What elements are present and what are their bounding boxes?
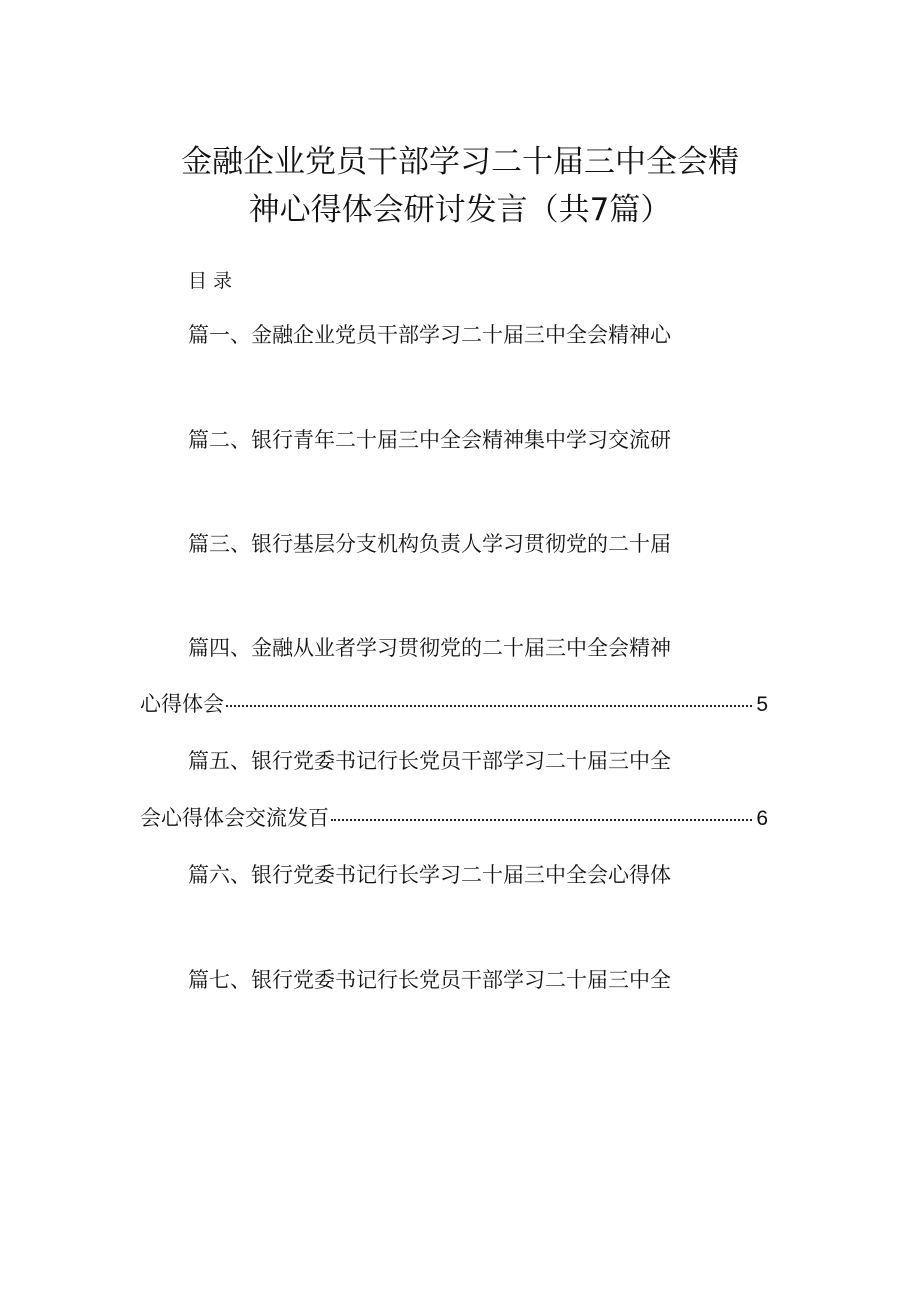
toc-entry-1[interactable]: 篇一、金融企业党员干部学习二十届三中全会精神心 bbox=[188, 323, 671, 347]
toc-entry-5-continuation[interactable] bbox=[140, 803, 768, 834]
document-title-line-1: 金融企业党员干部学习二十届三中全会精 bbox=[181, 144, 739, 180]
toc-entry-2[interactable]: 篇二、银行青年二十届三中全会精神集中学习交流研 bbox=[188, 428, 671, 452]
toc-entry-4-continuation-text: 心得体会 bbox=[140, 692, 224, 716]
toc-entry-6[interactable]: 篇六、银行党委书记行长学习二十届三中全会心得体 bbox=[188, 863, 671, 887]
document-title-line-2: 神心得体会研讨发言（共7篇） bbox=[248, 192, 672, 228]
dot-leader bbox=[331, 818, 752, 821]
toc-entry-4[interactable]: 篇四、金融从业者学习贯彻党的二十届三中全会精神 bbox=[188, 636, 671, 660]
toc-entry-7[interactable]: 篇七、银行党委书记行长党员干部学习二十届三中全 bbox=[188, 968, 671, 992]
toc-entry-5-continuation-text: 会心得体会交流发百 bbox=[140, 806, 329, 830]
toc-entry-5[interactable]: 篇五、银行党委书记行长党员干部学习二十届三中全 bbox=[188, 749, 671, 773]
toc-entry-4-page-number: 5 bbox=[756, 693, 768, 716]
dot-leader bbox=[226, 704, 752, 707]
toc-entry-5-page-number: 6 bbox=[756, 807, 768, 830]
toc-entry-4-continuation[interactable] bbox=[140, 689, 768, 720]
toc-entry-3[interactable]: 篇三、银行基层分支机构负责人学习贯彻党的二十届 bbox=[188, 532, 671, 556]
toc-heading: 目录 bbox=[188, 270, 239, 292]
